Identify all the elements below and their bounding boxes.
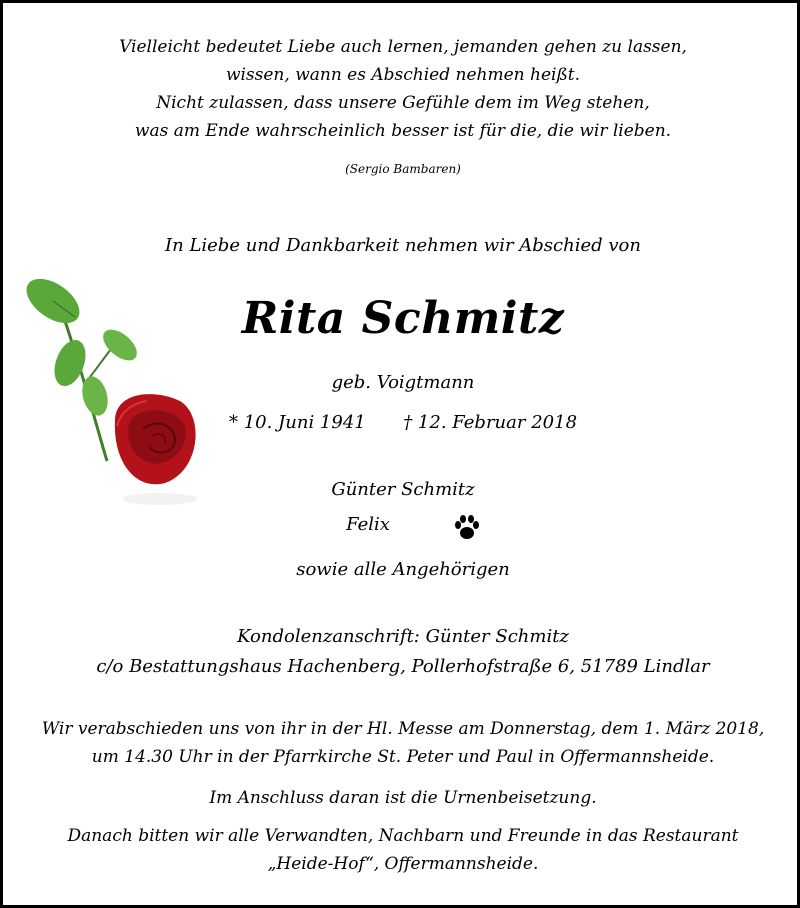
death-date: † 12. Februar 2018 — [403, 412, 578, 433]
service-line-1: Wir verabschieden uns von ihr in der Hl. Messe am Donnerstag, dem 1. März 2018, — [41, 719, 765, 739]
mourner-name-1: Günter Schmitz — [331, 479, 475, 500]
service-line-4: Danach bitten wir alle Verwandten, Nachbarn und Freunde in das Restaurant — [67, 826, 739, 846]
poem-line-4: was am Ende wahrscheinlich besser ist für die, die wir lieben. — [134, 121, 672, 141]
poem-line-1: Vielleicht bedeutet Liebe auch lernen, jemanden gehen zu lassen, — [119, 37, 687, 57]
life-dates — [3, 412, 800, 433]
other-mourners: sowie alle Angehörigen — [296, 559, 510, 580]
poem-line-2: wissen, wann es Abschied nehmen heißt. — [225, 65, 581, 85]
birth-name: geb. Voigtmann — [331, 372, 475, 393]
intro-text: In Liebe und Dankbarkeit nehmen wir Abschied von — [165, 235, 641, 256]
service-line-2: um 14.30 Uhr in der Pfarrkirche St. Peter und Paul in Offermannsheide. — [91, 747, 715, 767]
poem-author: (Sergio Bambaren) — [345, 162, 461, 176]
service-line-3: Im Anschluss daran ist die Urnenbeisetzung. — [209, 788, 597, 808]
poem-line-3: Nicht zulassen, dass unsere Gefühle dem im Weg stehen, — [156, 93, 650, 113]
mourner-name-2: Felix — [346, 514, 390, 535]
deceased-name: Rita Schmitz — [241, 293, 565, 344]
condolence-line-1: Kondolenzanschrift: Günter Schmitz — [237, 626, 569, 647]
condolence-line-2: c/o Bestattungshaus Hachenberg, Pollerhofstraße 6, 51789 Lindlar — [96, 656, 710, 677]
service-line-5: „Heide-Hof“, Offermannsheide. — [267, 854, 539, 874]
birth-date: * 10. Juni 1941 — [228, 412, 366, 433]
paw-icon — [451, 511, 483, 543]
